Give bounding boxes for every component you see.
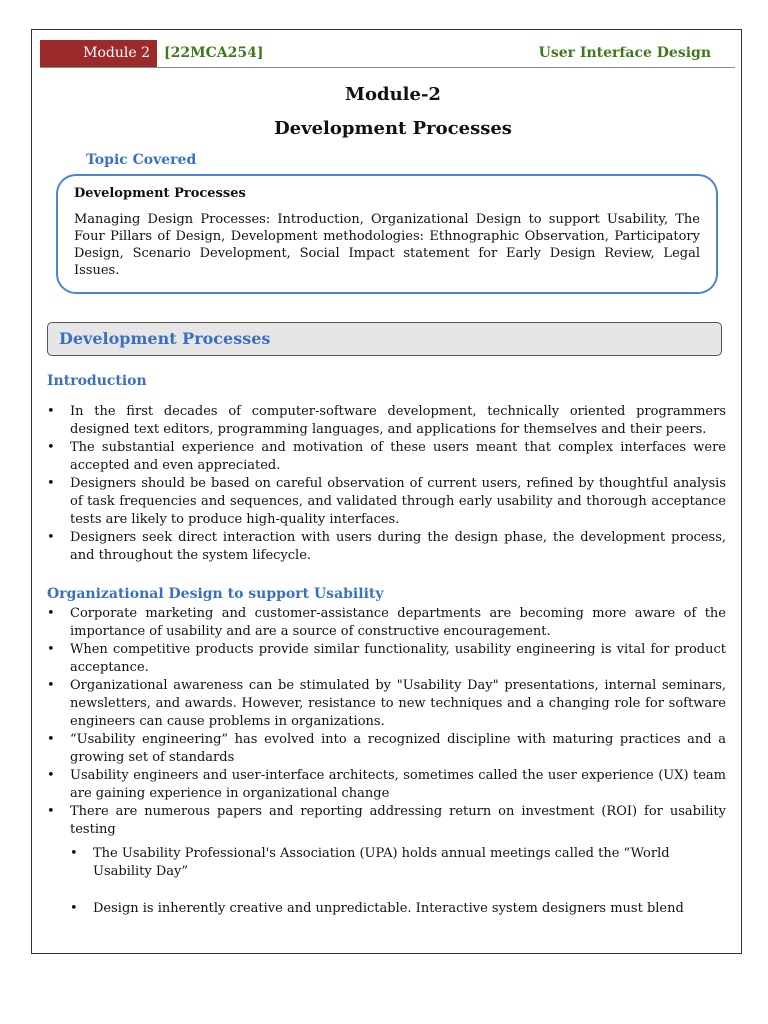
list-item-text: “Usability engineering” has evolved into a recognized discipline with maturing practices and a growing set of standards — [70, 732, 726, 765]
list-item-text: In the first decades of computer-software development, technically oriented programmers designed text editors, programming languages, and applications for themselves and their peers. — [70, 404, 726, 437]
bullet-icon: • — [47, 804, 55, 819]
bullet-icon: • — [70, 846, 78, 861]
bullet-icon: • — [47, 440, 55, 455]
list-item — [47, 677, 726, 731]
list-item-text: When competitive products provide similar functionality, usability engineering is vital for product acceptance. — [70, 642, 726, 675]
topic-covered-label: Topic Covered — [86, 152, 197, 168]
bullet-icon: • — [47, 606, 55, 621]
list-item — [47, 439, 726, 475]
bullet-icon: • — [70, 901, 78, 916]
list-item — [47, 529, 726, 565]
list-item-text: There are numerous papers and reporting addressing return on investment (ROI) for usability testing — [70, 804, 726, 837]
page-header — [40, 40, 735, 67]
chapter-title: Development Processes — [274, 118, 512, 139]
bullet-icon: • — [47, 732, 55, 747]
topic-box-body: Managing Design Processes: Introduction, Organizational Design to support Usability, The Four Pillars of Design, Development methodologies: Ethnographic Observation, Participatory Design, Scenario Development, Social Impact statement for Early Design Review, Legal Issues. — [74, 212, 700, 278]
bullet-icon: • — [47, 530, 55, 545]
list-item — [47, 641, 726, 677]
list-item — [47, 803, 726, 839]
module-title: Module-2 — [345, 84, 441, 105]
sub-list-item-text: The Usability Professional's Association (UPA) holds annual meetings called the “World Usability Day” — [93, 846, 670, 879]
sub-list-item-text: Design is inherently creative and unpredictable. Interactive system designers must blend — [93, 901, 684, 916]
section-heading: Development Processes — [47, 322, 722, 356]
list-item — [47, 767, 726, 803]
list-item-text: Designers should be based on careful observation of current users, refined by thoughtful analysis of task frequencies and sequences, and validated through early usability and thorough acceptance tests are likely to produce high-quality interfaces. — [70, 476, 726, 527]
list-item-text: Organizational awareness can be stimulated by "Usability Day" presentations, internal seminars, newsletters, and awards. However, resistance to new techniques and a changing role for software engineers can cause problems in organizations. — [70, 678, 726, 729]
list-item-text: Usability engineers and user-interface architects, sometimes called the user experience (UX) team are gaining experience in organizational change — [70, 768, 726, 801]
list-item — [47, 605, 726, 641]
topic-box-heading: Development Processes — [74, 186, 246, 201]
introduction-list — [47, 403, 726, 565]
list-item-text: Corporate marketing and customer-assistance departments are becoming more aware of the importance of usability and are a source of constructive encouragement. — [70, 606, 726, 639]
bullet-icon: • — [47, 642, 55, 657]
introduction-heading: Introduction — [47, 373, 147, 389]
sub-list-item — [70, 900, 704, 918]
list-item-text: The substantial experience and motivation of these users meant that complex interfaces were accepted and even appreciated. — [70, 440, 726, 473]
topic-box — [56, 174, 718, 294]
sub-list-item — [70, 845, 704, 881]
organizational-heading: Organizational Design to support Usability — [47, 586, 384, 602]
bullet-icon: • — [47, 476, 55, 491]
organizational-list — [47, 605, 726, 839]
list-item-text: Designers seek direct interaction with users during the design phase, the development process, and throughout the system lifecycle. — [70, 530, 726, 563]
subject-title: User Interface Design — [538, 45, 711, 61]
course-code: [22MCA254] — [164, 45, 264, 61]
bullet-icon: • — [47, 404, 55, 419]
header-rule — [40, 67, 735, 68]
list-item — [47, 731, 726, 767]
list-item — [47, 475, 726, 529]
list-item — [47, 403, 726, 439]
module-tag: Module 2 — [40, 40, 157, 67]
bullet-icon: • — [47, 678, 55, 693]
bullet-icon: • — [47, 768, 55, 783]
